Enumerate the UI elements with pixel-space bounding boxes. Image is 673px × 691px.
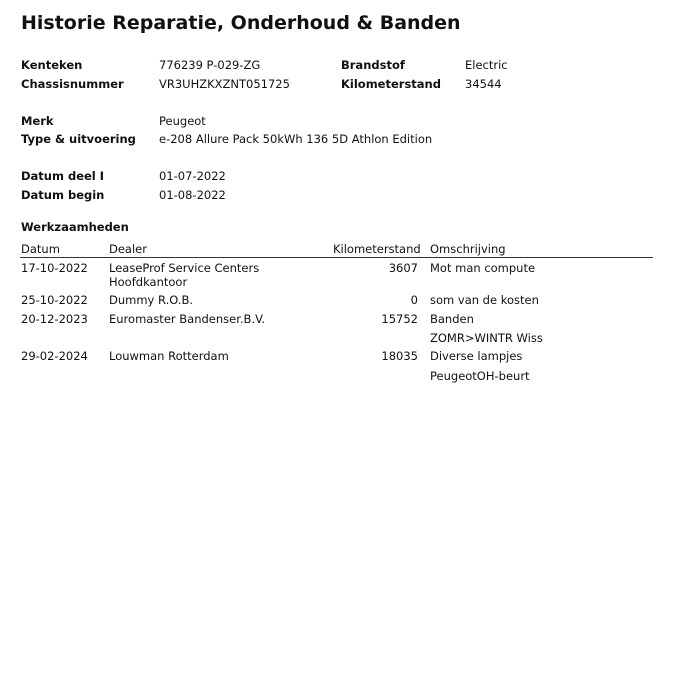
page-title: Historie Reparatie, Onderhoud & Banden xyxy=(21,12,461,34)
datum-deel-value: 01-07-2022 xyxy=(159,169,226,183)
kenteken-value: 776239 P-029-ZG xyxy=(159,58,261,72)
cell-dealer-line2: Hoofdkantoor xyxy=(109,275,188,289)
column-header-kilometerstand: Kilometerstand xyxy=(333,242,421,256)
section-heading: Werkzaamheden xyxy=(21,220,129,234)
cell-datum: 25-10-2022 xyxy=(21,293,88,307)
cell-kilometerstand: 18035 xyxy=(381,349,418,363)
cell-kilometerstand: 3607 xyxy=(388,261,418,275)
cell-kilometerstand: 15752 xyxy=(381,312,418,326)
cell-omschrijving: Mot man compute xyxy=(430,261,536,275)
merk-value: Peugeot xyxy=(159,114,206,128)
datum-deel-label: Datum deel I xyxy=(21,169,105,183)
cell-dealer: LeaseProf Service Centers xyxy=(109,261,260,275)
kilometerstand-value: 34544 xyxy=(465,77,502,91)
column-header-datum: Datum xyxy=(21,242,60,256)
brandstof-label: Brandstof xyxy=(341,58,405,72)
cell-kilometerstand: 0 xyxy=(410,293,418,307)
chassis-value: VR3UHZKXZNT051725 xyxy=(159,77,290,91)
header-divider xyxy=(20,257,653,258)
merk-label: Merk xyxy=(21,114,54,128)
cell-omschrijving: Diverse lampjes xyxy=(430,349,523,363)
cell-omschrijving: Banden xyxy=(430,312,474,326)
kilometerstand-label: Kilometerstand xyxy=(341,77,441,91)
cell-omschrijving: som van de kosten xyxy=(430,293,539,307)
cell-datum: 20-12-2023 xyxy=(21,312,88,326)
type-label: Type & uitvoering xyxy=(21,132,136,146)
cell-omschrijving-line2: ZOMR>WINTR Wiss xyxy=(430,331,543,345)
column-header-dealer: Dealer xyxy=(109,242,147,256)
type-value: e-208 Allure Pack 50kWh 136 5D Athlon Edition xyxy=(159,132,433,146)
datum-begin-value: 01-08-2022 xyxy=(159,188,226,202)
kenteken-label: Kenteken xyxy=(21,58,83,72)
column-header-omschrijving: Omschrijving xyxy=(430,242,506,256)
cell-datum: 29-02-2024 xyxy=(21,349,88,363)
datum-begin-label: Datum begin xyxy=(21,188,105,202)
cell-datum: 17-10-2022 xyxy=(21,261,88,275)
cell-dealer: Euromaster Bandenser.B.V. xyxy=(109,312,266,326)
brandstof-value: Electric xyxy=(465,58,508,72)
cell-dealer: Dummy R.O.B. xyxy=(109,293,194,307)
cell-omschrijving-line2: PeugeotOH-beurt xyxy=(430,369,530,383)
chassis-label: Chassisnummer xyxy=(21,77,124,91)
cell-dealer: Louwman Rotterdam xyxy=(109,349,229,363)
